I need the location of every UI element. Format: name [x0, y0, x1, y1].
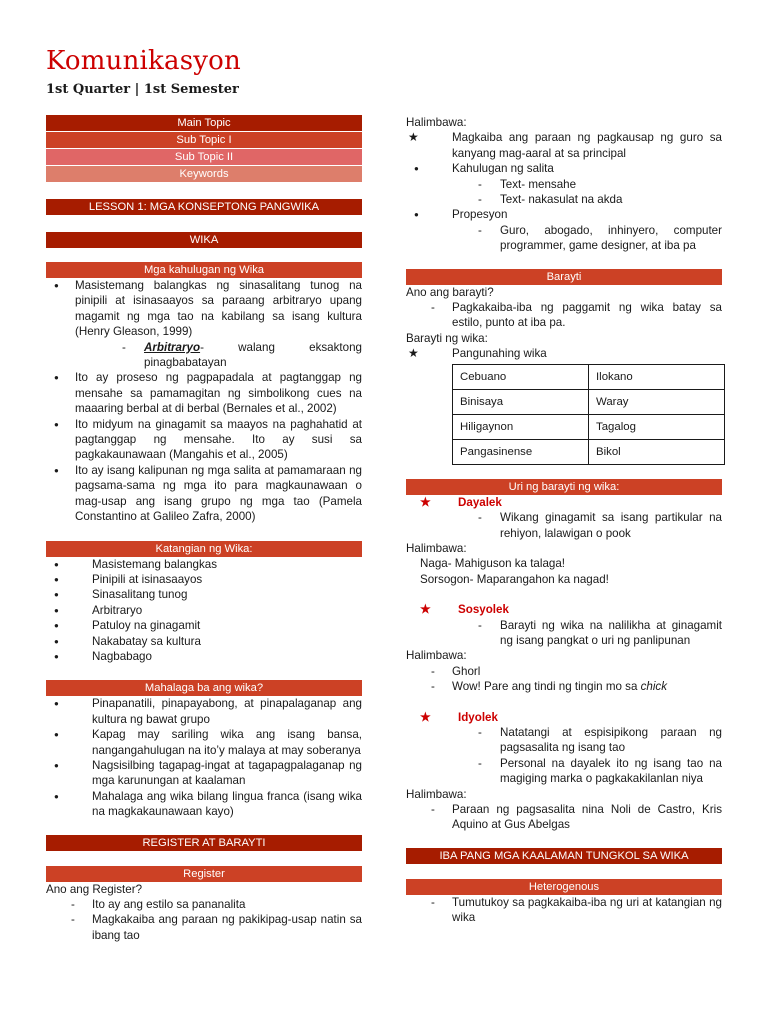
list-item: - Text- nakasulat na akda	[406, 192, 722, 207]
left-column	[46, 115, 362, 943]
idyolek-definition: - Natatangi at espisipikong paraan ng pagsasalita ng isang tao	[406, 725, 722, 756]
table-row	[453, 389, 725, 414]
list-item: ● Ito midyum na ginagamit sa maayos na paghahatid at pagtanggap ng mensahe. Ito ay susi sa pagkakaunawaan (Mangahis et al., 2005)	[46, 417, 362, 463]
list-item	[406, 130, 722, 161]
list-item: ● Pinipili at isinasaayos	[46, 572, 362, 587]
list-item: ● Masistemang balangkas ng sinasalitang tunog na pinipili at isinasaayos sa paraang arbitraryo upang magamit ng mga tao na kabilang sa isang kultura (Henry Gleason, 1999)	[46, 278, 362, 340]
dayalek-example: Naga- Mahiguson ka talaga!	[420, 557, 566, 571]
table-row	[453, 414, 725, 439]
iba-pang-heading: IBA PANG MGA KAALAMAN TUNGKOL SA WIKA	[406, 848, 722, 864]
wika-heading: WIKA	[46, 232, 362, 248]
list-item: - Guro, abogado, inhinyero, computer programmer, game designer, at iba pa	[406, 223, 722, 254]
sosyolek-term: ★ Sosyolek	[412, 602, 722, 617]
list-item: ● Ito ay proseso ng pagpapadala at pagtanggap ng mensahe sa pamamagitan ng simbolikong cues na maaaring berbal at di berbal (Bernales et al., 2002)	[46, 370, 362, 416]
halimbawa-label: Halimbawa:	[406, 787, 467, 801]
table-row	[453, 439, 725, 464]
table-cell: Bikol	[589, 439, 725, 464]
sosyolek-example: - Ghorl	[406, 664, 722, 679]
sosyolek-example-italic: chick	[640, 680, 668, 694]
register-heading: Register	[46, 866, 362, 882]
idyolek-term: ★ Idyolek	[412, 710, 722, 725]
register-question: Ano ang Register?	[46, 882, 143, 896]
barayti-ng-wika-label: Barayti ng wika:	[406, 331, 488, 345]
idyolek-definition: - Personal na dayalek ito ng isang tao na magiging marka o pagkakakilanlan niya	[406, 756, 722, 787]
list-item: ● Masistemang balangkas	[46, 557, 362, 572]
register-item-text: Ito ay ang estilo sa pananalita	[92, 898, 246, 911]
list-item: ● Kapag may sariling wika ang isang bansa, nangangahulugan na ito’y malaya at may soberanya	[46, 727, 362, 758]
heterogenous-heading: Heterogenous	[406, 879, 722, 895]
barayti-question: Ano ang barayti?	[406, 285, 494, 299]
page-subtitle: 1st Quarter | 1st Semester	[46, 82, 239, 97]
list-item: ● Mahalaga ang wika bilang lingua franca (isang wika na magkakaunawaan kayo)	[46, 789, 362, 820]
barayti-definition: - Pagkakaiba-iba ng paggamit ng wika batay sa estilo, punto at iba pa.	[406, 300, 722, 331]
kahulugan-heading: Mga kahulugan ng Wika	[46, 262, 362, 278]
halimbawa-label: Halimbawa:	[406, 649, 467, 663]
dayalek-term: ★ Dayalek	[412, 495, 722, 510]
arbitraryo-def: - Arbitraryo- walang eksaktong pinagbabatayan	[122, 340, 362, 370]
sosyolek-definition: - Barayti ng wika na nalilikha at ginagamit ng isang pangkat o uri ng panlipunan	[406, 618, 722, 649]
list-item: ● Pinapanatili, pinapayabong, at pinapalaganap ang kultura ng bawat grupo	[46, 696, 362, 727]
list-item: ● Nakabatay sa kultura	[46, 634, 362, 649]
table-cell: Pangasinense	[453, 439, 589, 464]
mahalaga-heading: Mahalaga ba ang wika?	[46, 680, 362, 696]
page-title: Komunikasyon	[46, 46, 241, 76]
list-item: ● Patuloy na ginagamit	[46, 618, 362, 633]
ex-text: Magkaiba ang paraan ng pagkausap ng guro sa kanyang mag-aaral at sa principal	[452, 131, 722, 160]
arbitraryo-term: Arbitraryo	[144, 340, 201, 354]
idyolek-example: - Paraan ng pagsasalita nina Noli de Castro, Kris Aquino at Gus Abelgas	[406, 802, 722, 833]
register-item-text: Magkakaiba ang paraan ng pakikipag-usap natin sa ibang tao	[92, 913, 362, 942]
right-column	[406, 115, 722, 926]
legend-keywords: Keywords	[46, 166, 362, 182]
list-item	[46, 912, 362, 943]
halimbawa-label: Halimbawa:	[406, 116, 467, 129]
table-cell: Hiligaynon	[453, 414, 589, 439]
halimbawa-label: Halimbawa:	[406, 541, 467, 555]
barayti-heading: Barayti	[406, 269, 722, 285]
dayalek-example: Sorsogon- Maparangahon ka nagad!	[420, 572, 609, 586]
legend	[46, 115, 362, 182]
uri-heading: Uri ng barayti ng wika:	[406, 479, 722, 495]
legend-main-topic: Main Topic	[46, 115, 362, 131]
languages-table	[452, 364, 725, 465]
table-cell: Binisaya	[453, 389, 589, 414]
register-barayti-heading: REGISTER AT BARAYTI	[46, 835, 362, 851]
list-item	[46, 897, 362, 912]
list-item: - Text- mensahe	[406, 177, 722, 192]
pangunahing-wika: ★ Pangunahing wika	[406, 346, 722, 361]
table-cell: Waray	[589, 389, 725, 414]
list-item: ● Nagbabago	[46, 649, 362, 664]
arbitraryo-text: - walang eksaktong pinagbabatayan	[144, 340, 362, 370]
legend-sub-topic-1: Sub Topic I	[46, 132, 362, 148]
table-cell: Ilokano	[589, 364, 725, 389]
list-item: ● Kahulugan ng salita	[406, 161, 722, 176]
sosyolek-example	[406, 679, 722, 694]
list-item: ● Nagsisilbing tagapag-ingat at tagapagpalaganap ng mga karunungan at kaalaman	[46, 758, 362, 789]
legend-sub-topic-2: Sub Topic II	[46, 149, 362, 165]
table-cell: Tagalog	[589, 414, 725, 439]
lesson-heading: LESSON 1: MGA KONSEPTONG PANGWIKA	[46, 199, 362, 215]
katangian-heading: Katangian ng Wika:	[46, 541, 362, 557]
heterogenous-definition: - Tumutukoy sa pagkakaiba-iba ng uri at katangian ng wika	[406, 895, 722, 926]
list-item: ● Ito ay isang kalipunan ng mga salita at pamamaraan ng pagsama-sama ng mga ito para magkaunawaan o mag-usap ang isang grupo ng mga tao (Pamela Constantino at Galileo Zafra, 2000)	[46, 463, 362, 525]
sosyolek-example-text: Wow! Pare ang tindi ng tingin mo sa	[452, 680, 641, 694]
list-item: ● Arbitraryo	[46, 603, 362, 618]
table-cell: Cebuano	[453, 364, 589, 389]
list-item: ● Sinasalitang tunog	[46, 587, 362, 602]
dayalek-definition: - Wikang ginagamit sa isang partikular na rehiyon, lalawigan o pook	[406, 510, 722, 541]
table-row	[453, 364, 725, 389]
list-item: ● Propesyon	[406, 207, 722, 222]
